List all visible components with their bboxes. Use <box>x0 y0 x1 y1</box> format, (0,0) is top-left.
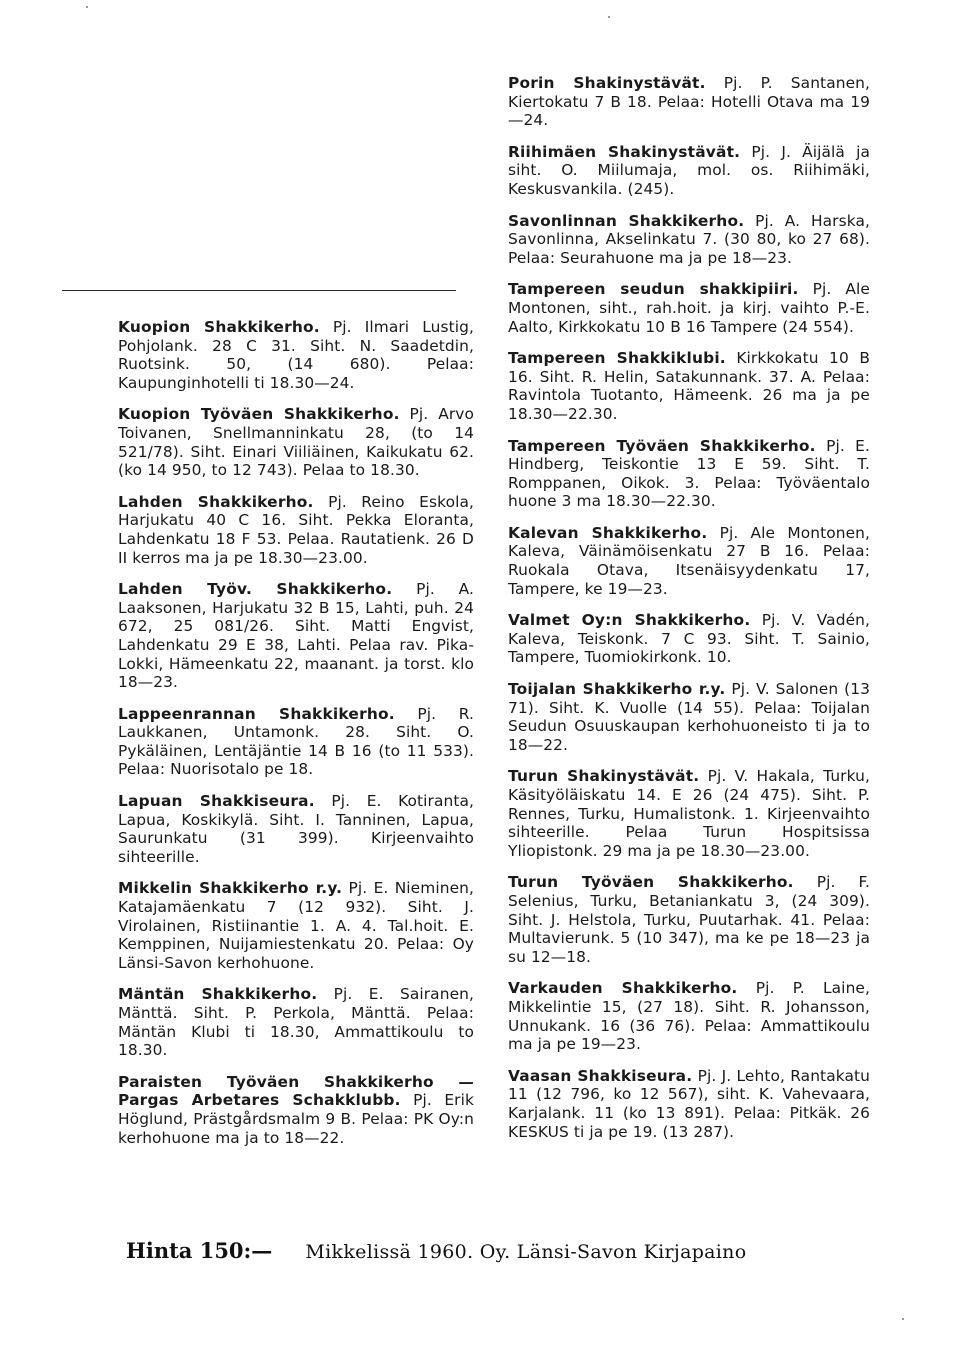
club-name: Lapuan Shakkiseura. <box>118 792 315 811</box>
club-name: Savonlinnan Shakkikerho. <box>508 211 745 230</box>
club-name: Mikkelin Shakkikerho r.y. <box>118 879 343 898</box>
club-details: Pj. P. Santanen, Kiertokatu 7 B 18. Pelaa: Hotelli Otava ma 19—24. <box>508 74 870 130</box>
scan-speck <box>902 1318 904 1320</box>
club-entry <box>508 143 870 199</box>
club-name: Toijalan Shakkikerho r.y. <box>508 680 726 699</box>
club-entry <box>118 879 474 972</box>
club-details: Pj. F. Selenius, Turku, Betaniankatu 3, (24 309). Siht. J. Helstola, Turku, Puutarhak. 41. Pelaa: Multavierunk. 5 (10 347), ma ke pe 18—23 ja su 12—18. <box>508 873 871 966</box>
club-entry <box>508 349 870 423</box>
club-details: Pj. E. Hindberg, Teiskontie 13 E 59. Siht. T. Romppanen, Oikok. 3. Pelaa: Työväentalo huone 3 ma 18.30—22.30. <box>508 436 871 511</box>
club-details: Pj. Reino Eskola, Harjukatu 40 C 16. Siht. Pekka Eloranta, Lahdenkatu 18 F 53. Pelaa. Rautatienk. 26 D II kerros ma ja pe 18.30—23.00. <box>118 492 474 567</box>
club-entry <box>508 74 870 130</box>
club-name: Tampereen seudun shakkipiiri. <box>508 280 799 299</box>
club-entry <box>118 405 474 479</box>
club-entry <box>508 212 870 268</box>
club-entry <box>118 580 474 692</box>
club-details: Pj. J. Lehto, Rantakatu 11 (12 796, ko 12 567), siht. K. Vahevaara, Karjalank. 11 (ko 13 891). Pelaa: Pitkäk. 26 KESKUS ti ja pe 19. (13 287). <box>508 1066 870 1141</box>
club-details: Pj. E. Sairanen, Mänttä. Siht. P. Perkola, Mänttä. Pelaa: Mäntän Klubi ti 18.30, Ammattikoulu to 18.30. <box>118 985 474 1060</box>
club-details: Pj. P. Laine, Mikkelintie 15, (27 18). Siht. R. Johansson, Unnukank. 16 (36 76). Pelaa: Ammattikoulu ma ja pe 19—23. <box>508 979 870 1054</box>
club-name: Vaasan Shakkiseura. <box>508 1066 693 1085</box>
club-name: Kuopion Shakkikerho. <box>118 318 320 336</box>
scan-speck <box>86 6 88 8</box>
club-entry <box>508 873 870 966</box>
club-name: Turun Shakinystävät. <box>508 767 700 786</box>
club-name: Turun Työväen Shakkikerho. <box>508 873 794 892</box>
club-details: Pj. V. Vadén, Kaleva, Teiskonk. 7 C 93. Siht. T. Sainio, Tampere, Tuomiokirkonk. 10. <box>508 611 870 667</box>
club-name: Lahden Työv. Shakkikerho. <box>118 580 393 599</box>
printer-imprint: Mikkelissä 1960. Oy. Länsi-Savon Kirjapaino <box>305 1241 747 1263</box>
club-entry <box>118 705 474 779</box>
club-entry <box>118 318 474 392</box>
right-column <box>508 74 870 1154</box>
club-details: Pj. R. Laukkanen, Untamonk. 28. Siht. O. Pykäläinen, Lentäjäntie 14 B 16 (to 11 533). Pelaa: Nuorisotalo pe 18. <box>118 704 474 779</box>
club-details: Pj. Ilmari Lustig, Pohjolank. 28 C 31. Siht. N. Saadetdin, Ruotsink. 50, (14 680). Pelaa: Kaupunginhotelli ti 18.30—24. <box>118 318 474 392</box>
club-name: Riihimäen Shakinystävät. <box>508 142 741 161</box>
club-entry <box>508 280 870 336</box>
horizontal-rule <box>62 290 456 291</box>
club-details: Pj. A. Laaksonen, Harjukatu 32 B 15, Lahti, puh. 24 672, 25 081/26. Siht. Matti Engvist, Lahdenkatu 29 E 38, Lahti. Pelaa rav. Pika-Lokki, Hämeenkatu 22, maanant. ja torst. klo 18—23. <box>118 580 474 692</box>
club-entry <box>508 979 870 1053</box>
club-name: Mäntän Shakkikerho. <box>118 985 318 1004</box>
scan-speck <box>608 16 610 18</box>
club-entry <box>118 1073 474 1147</box>
club-entry <box>118 985 474 1059</box>
club-name: Tampereen Työväen Shakkikerho. <box>508 436 816 455</box>
club-entry <box>118 792 474 866</box>
club-entry <box>508 680 870 754</box>
club-entry <box>508 1067 870 1141</box>
club-entry <box>508 767 870 860</box>
club-name: Valmet Oy:n Shakkikerho. <box>508 611 751 630</box>
club-details: Pj. Arvo Toivanen, Snellmanninkatu 28, (to 14 521/78). Siht. Einari Viiliäinen, Kaikukatu 62. (ko 14 950, to 12 743). Pelaa to 18.30. <box>118 405 474 480</box>
club-entry <box>508 437 870 511</box>
club-name: Tampereen Shakkiklubi. <box>508 349 726 368</box>
club-name: Varkauden Shakkikerho. <box>508 979 738 998</box>
club-entry <box>508 611 870 667</box>
club-details: Pj. A. Harska, Savonlinna, Akselinkatu 7. (30 80, ko 27 68). Pelaa: Seurahuone ma ja pe 18—23. <box>508 211 870 267</box>
club-details: Pj. E. Kotiranta, Lapua, Koskikylä. Siht. I. Tanninen, Lapua, Saurunkatu (31 399). Kirjeenvaihto sihteerille. <box>118 792 474 866</box>
club-details: Pj. Ale Montonen, Kaleva, Väinämöisenkatu 27 B 16. Pelaa: Ruokala Otava, Itsenäisyydenkatu 17, Tampere, ke 19—23. <box>508 523 870 598</box>
club-entry <box>118 493 474 567</box>
price-label: Hinta 150:— <box>126 1238 273 1263</box>
club-name: Porin Shakinystävät. <box>508 74 706 92</box>
club-details: Pj. E. Nieminen, Katajamäenkatu 7 (12 932). Siht. J. Virolainen, Ristiinantie 1. A. 4. Tal.hoit. E. Kemppinen, Nuijamiestenkatu 20. Pelaa: Oy Länsi-Savon kerhohuone. <box>118 879 474 972</box>
club-details: Pj. V. Salonen (13 71). Siht. K. Vuolle (14 55). Pelaa: Toijalan Seudun Osuuskaupan kerhohuoneisto ti ja to 18—22. <box>508 680 871 754</box>
club-name: Lahden Shakkikerho. <box>118 492 314 511</box>
club-name: Kalevan Shakkikerho. <box>508 523 708 542</box>
club-details: Pj. Erik Höglund, Prästgårdsmalm 9 B. Pelaa: PK Oy:n kerhohuone ma ja to 18—22. <box>118 1091 475 1147</box>
club-details: Pj. J. Äijälä ja siht. O. Miilumaja, mol. os. Riihimäki, Keskusvankila. (245). <box>508 142 870 198</box>
club-entry <box>508 524 870 598</box>
club-name: Lappeenrannan Shakkikerho. <box>118 704 395 723</box>
club-details: Kirkkokatu 10 B 16. Siht. R. Helin, Satakunnank. 37. A. Pelaa: Ravintola Tuotanto, Hämeenk. 26 ma ja pe 18.30—22.30. <box>508 349 870 423</box>
page-footer <box>126 1238 826 1263</box>
club-name: Paraisten Työväen Shakkikerho — Pargas Arbetares Schakklubb. <box>118 1072 474 1110</box>
left-column <box>118 318 474 1160</box>
club-name: Kuopion Työväen Shakkikerho. <box>118 405 400 424</box>
club-details: Pj. Ale Montonen, siht., rah.hoit. ja kirj. vaihto P.-E. Aalto, Kirkkokatu 10 B 16 Tampere (24 554). <box>508 280 870 336</box>
club-details: Pj. V. Hakala, Turku, Käsityöläiskatu 14. E 26 (24 475). Siht. P. Rennes, Turku, Humalistonk. 1. Kirjeenvaihto sihteerille. Pelaa Turun Hospitsissa Yliopistonk. 29 ma ja pe 18.30—23.00. <box>508 767 871 860</box>
